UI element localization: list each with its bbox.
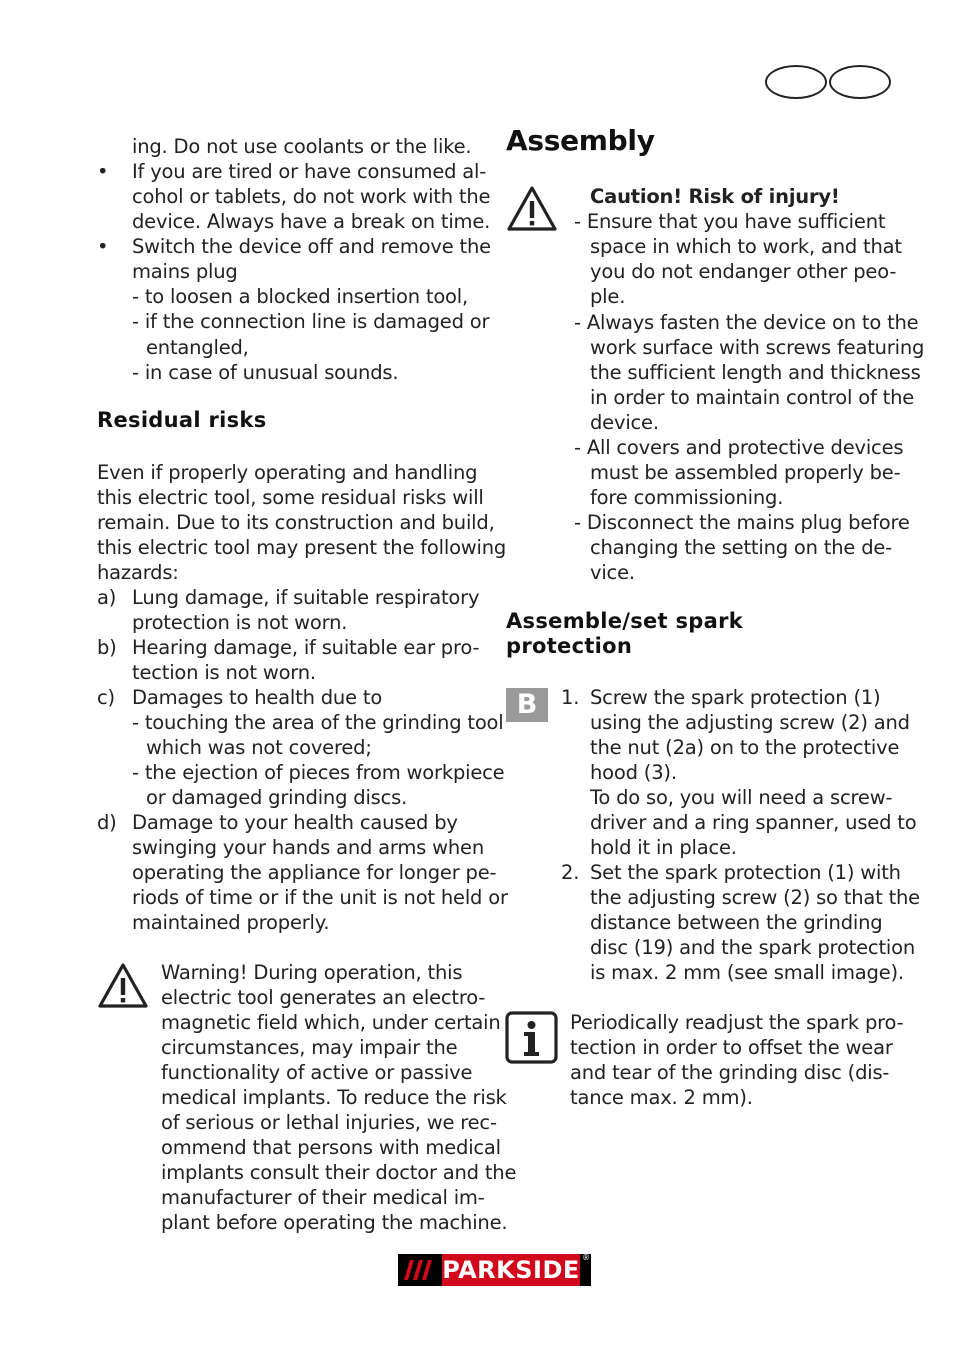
text-line: vice. xyxy=(590,561,635,584)
text-line: the adjusting screw (2) so that the xyxy=(590,886,920,909)
text-line: you do not endanger other peo- xyxy=(590,260,897,283)
list-marker: a) xyxy=(97,586,117,609)
text-line: fore commissioning. xyxy=(590,486,784,509)
text-line: - Ensure that you have sufficient xyxy=(574,210,886,233)
text-line: mains plug xyxy=(132,260,238,283)
text-line: this electric tool, some residual risks will xyxy=(97,486,484,509)
text-line: Even if properly operating and handling xyxy=(97,461,478,484)
text-line: To do so, you will need a screw- xyxy=(590,786,893,809)
text-line: driver and a ring spanner, used to xyxy=(590,811,917,834)
text-line: - Disconnect the mains plug before xyxy=(574,511,910,534)
text-line: disc (19) and the spark protection xyxy=(590,936,915,959)
step-marker: 2. xyxy=(561,861,580,884)
text-line: or damaged grinding discs. xyxy=(146,786,408,809)
text-line: distance between the grinding xyxy=(590,911,883,934)
text-line: swinging your hands and arms when xyxy=(132,836,484,859)
text-line: circumstances, may impair the xyxy=(161,1036,458,1059)
text-line: - All covers and protective devices xyxy=(574,436,904,459)
figure-reference-badge: B xyxy=(506,688,548,722)
text-line: changing the setting on the de- xyxy=(590,536,893,559)
text-line: magnetic field which, under certain xyxy=(161,1011,501,1034)
text-line: is max. 2 mm (see small image). xyxy=(590,961,904,984)
text-line: tection in order to offset the wear xyxy=(570,1036,893,1059)
text-line: ple. xyxy=(590,285,626,308)
text-line: - to loosen a blocked insertion tool, xyxy=(132,285,468,308)
text-line: entangled, xyxy=(146,336,249,359)
info-icon xyxy=(505,1011,558,1064)
text-line: protection is not worn. xyxy=(132,611,348,634)
text-line: tection is not worn. xyxy=(132,661,316,684)
text-line: Switch the device off and remove the xyxy=(132,235,491,258)
language-oval-left xyxy=(765,65,827,99)
text-line: - if the connection line is damaged or xyxy=(132,310,490,333)
text-line: operating the appliance for longer pe- xyxy=(132,861,497,884)
text-line: Warning! During operation, this xyxy=(161,961,463,984)
registered-mark: ® xyxy=(582,1253,590,1262)
text-line: hazards: xyxy=(97,561,179,584)
text-line: plant before operating the machine. xyxy=(161,1211,508,1234)
text-line: - touching the area of the grinding tool xyxy=(132,711,504,734)
text-line: - in case of unusual sounds. xyxy=(132,361,399,384)
parkside-logo xyxy=(398,1254,591,1286)
text-line: must be assembled properly be- xyxy=(590,461,901,484)
text-line: which was not covered; xyxy=(146,736,372,759)
text-line: Periodically readjust the spark pro- xyxy=(570,1011,904,1034)
list-marker: d) xyxy=(97,811,117,834)
text-line: tance max. 2 mm). xyxy=(570,1086,753,1109)
text-line: hood (3). xyxy=(590,761,677,784)
list-marker: b) xyxy=(97,636,117,659)
text-line: ing. Do not use coolants or the like. xyxy=(132,135,472,158)
text-line: device. xyxy=(590,411,659,434)
text-line: riods of time or if the unit is not held or xyxy=(132,886,508,909)
language-oval-right xyxy=(829,65,891,99)
text-line: manufacturer of their medical im- xyxy=(161,1186,485,1209)
text-line: work surface with screws featuring xyxy=(590,336,925,359)
text-line: ommend that persons with medical xyxy=(161,1136,501,1159)
logo-stripes-icon xyxy=(398,1254,438,1286)
text-line: of serious or lethal injuries, we rec- xyxy=(161,1111,497,1134)
bullet: • xyxy=(97,235,109,258)
text-line: the sufficient length and thickness xyxy=(590,361,921,384)
text-line: medical implants. To reduce the risk xyxy=(161,1086,507,1109)
bullet: • xyxy=(97,160,109,183)
text-line: cohol or tablets, do not work with the xyxy=(132,185,491,208)
text-line: functionality of active or passive xyxy=(161,1061,473,1084)
text-line: and tear of the grinding disc (dis- xyxy=(570,1061,890,1084)
text-line: electric tool generates an electro- xyxy=(161,986,486,1009)
text-line: Hearing damage, if suitable ear pro- xyxy=(132,636,480,659)
text-line: space in which to work, and that xyxy=(590,235,902,258)
warning-triangle-icon xyxy=(506,184,558,232)
text-line: using the adjusting screw (2) and xyxy=(590,711,910,734)
caution-title: Caution! Risk of injury! xyxy=(590,185,840,208)
text-line: Lung damage, if suitable respiratory xyxy=(132,586,480,609)
text-line: implants consult their doctor and the xyxy=(161,1161,517,1184)
warning-triangle-icon xyxy=(97,961,149,1009)
text-line: - the ejection of pieces from workpiece xyxy=(132,761,505,784)
text-line: in order to maintain control of the xyxy=(590,386,915,409)
text-line: hold it in place. xyxy=(590,836,737,859)
text-line: this electric tool may present the following xyxy=(97,536,507,559)
logo-text: PARKSIDE xyxy=(442,1256,580,1284)
text-line: If you are tired or have consumed al- xyxy=(132,160,487,183)
text-line: the nut (2a) on to the protective xyxy=(590,736,900,759)
spark-protection-heading-2: protection xyxy=(506,634,633,658)
text-line: remain. Due to its construction and build, xyxy=(97,511,495,534)
spark-protection-heading: Assemble/set spark xyxy=(506,609,744,633)
text-line: Damages to health due to xyxy=(132,686,383,709)
step-marker: 1. xyxy=(561,686,580,709)
text-line: - Always fasten the device on to the xyxy=(574,311,919,334)
text-line: device. Always have a break on time. xyxy=(132,210,491,233)
text-line: Screw the spark protection (1) xyxy=(590,686,881,709)
text-line: maintained properly. xyxy=(132,911,330,934)
list-marker: c) xyxy=(97,686,115,709)
text-line: Damage to your health caused by xyxy=(132,811,458,834)
residual-risks-heading: Residual risks xyxy=(97,408,267,432)
text-line: Set the spark protection (1) with xyxy=(590,861,901,884)
assembly-heading: Assembly xyxy=(506,124,655,157)
